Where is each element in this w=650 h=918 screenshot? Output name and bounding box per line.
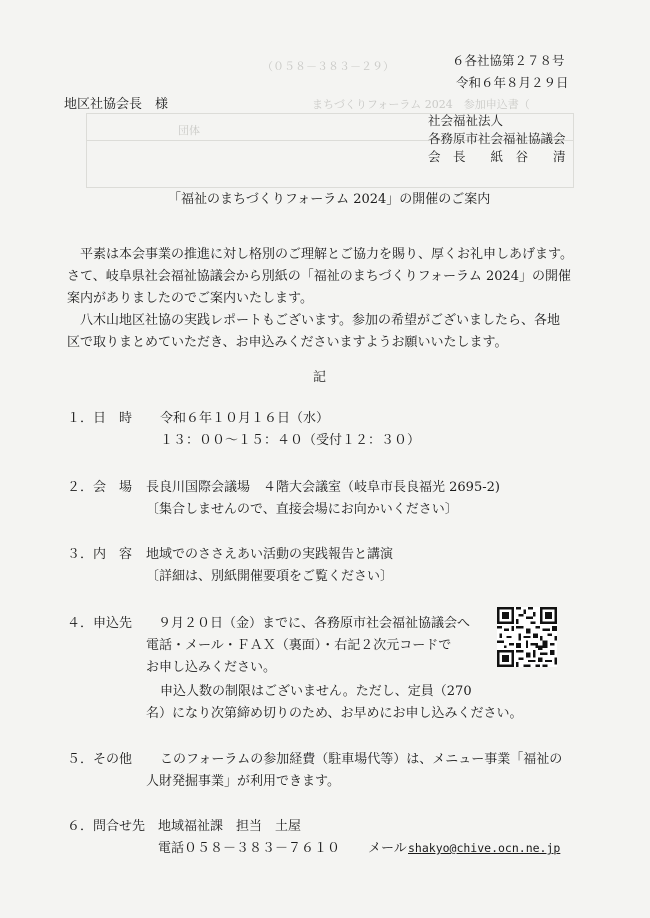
item-label-datetime: １．日 時 — [67, 411, 133, 426]
ki-heading: 記 — [313, 370, 327, 385]
body-line: 区で取りまとめていただき、お申込みくださいますようお願いいたします。 — [67, 335, 508, 350]
contact-phone: 電話０５８－３８３－７６１０ — [158, 841, 341, 856]
item-label-apply: ４．申込先 — [67, 616, 133, 631]
apply-request: お申し込みください。 — [146, 660, 277, 675]
item-label-venue: ２．会 場 — [67, 480, 133, 495]
apply-capacity: 申込人数の制限はございません。ただし、定員（270 — [160, 684, 472, 699]
item-label-content: ３．内 容 — [67, 547, 133, 562]
contact-mail-label: メール — [368, 841, 407, 856]
bleed-through-text: 団体 — [178, 124, 200, 137]
contact-department: 地域福祉課 担当 土屋 — [158, 819, 302, 834]
apply-capacity-cont: 名）になり次第締め切りのため、お早めにお申し込みください。 — [146, 706, 523, 721]
content-note: 〔詳細は、別紙開催要項をご覧ください〕 — [146, 569, 394, 584]
bleed-through-text: まちづくりフォーラム 2024 参加申込書（ — [312, 98, 530, 111]
venue-name: 長良川国際会議場 ４階大会議室（岐阜市長良福光 2695-2) — [146, 480, 500, 495]
apply-deadline: ９月２０日（金）までに、各務原市社会福祉協議会へ — [158, 616, 471, 631]
page-title: 「福祉のまちづくりフォーラム 2024」の開催のご案内 — [168, 192, 491, 207]
sender-name: 会 長 紙 谷 清 — [428, 149, 566, 164]
contact-email-link[interactable]: shakyo@chive.ocn.ne.jp — [408, 841, 561, 855]
qr-code-icon[interactable] — [497, 607, 557, 667]
body-line: さて、岐阜県社会福祉協議会から別紙の「福祉のまちづくりフォーラム 2024」の開催 — [67, 269, 572, 284]
body-line: 案内がありましたのでご案内いたします。 — [67, 291, 313, 306]
bleed-through-line — [86, 187, 574, 188]
bleed-through-text: （０５８－３８３－２９） — [262, 60, 394, 73]
apply-methods: 電話・メール・ＦＡＸ（裏面）・右記２次元コードで — [146, 638, 452, 653]
item-label-other: ５．その他 — [67, 752, 133, 767]
bleed-through-line — [573, 113, 574, 188]
datetime-date: 令和６年１０月１６日（水） — [160, 411, 330, 426]
body-line: 八木山地区社協の実践レポートもございます。参加の希望がございましたら、各地 — [80, 313, 560, 328]
document-number: ６各社協第２７８号 — [452, 53, 565, 68]
item-label-contact: ６．問合せ先 — [67, 819, 146, 834]
sender-org-type: 社会福祉法人 — [428, 113, 504, 128]
content-description: 地域でのささえあい活動の実践報告と講演 — [146, 547, 394, 562]
recipient: 地区社協会長 様 — [64, 97, 169, 112]
sender-org: 各務原市社会福祉協議会 — [428, 131, 566, 146]
other-description-cont: 人財発掘事業」が利用できます。 — [146, 774, 340, 789]
document-date: 令和６年８月２９日 — [456, 75, 569, 90]
body-line: 平素は本会事業の推進に対し格別のご理解とご協力を賜り、厚くお礼申しあげます。 — [80, 247, 573, 262]
bleed-through-line — [86, 113, 87, 188]
venue-note: 〔集合しませんので、直接会場にお向かいください〕 — [146, 502, 458, 517]
other-description: このフォーラムの参加経費（駐車場代等）は、メニュー事業「福祉の — [160, 752, 563, 767]
datetime-time: １３：００～１５：４０（受付１２：３０） — [160, 433, 421, 448]
